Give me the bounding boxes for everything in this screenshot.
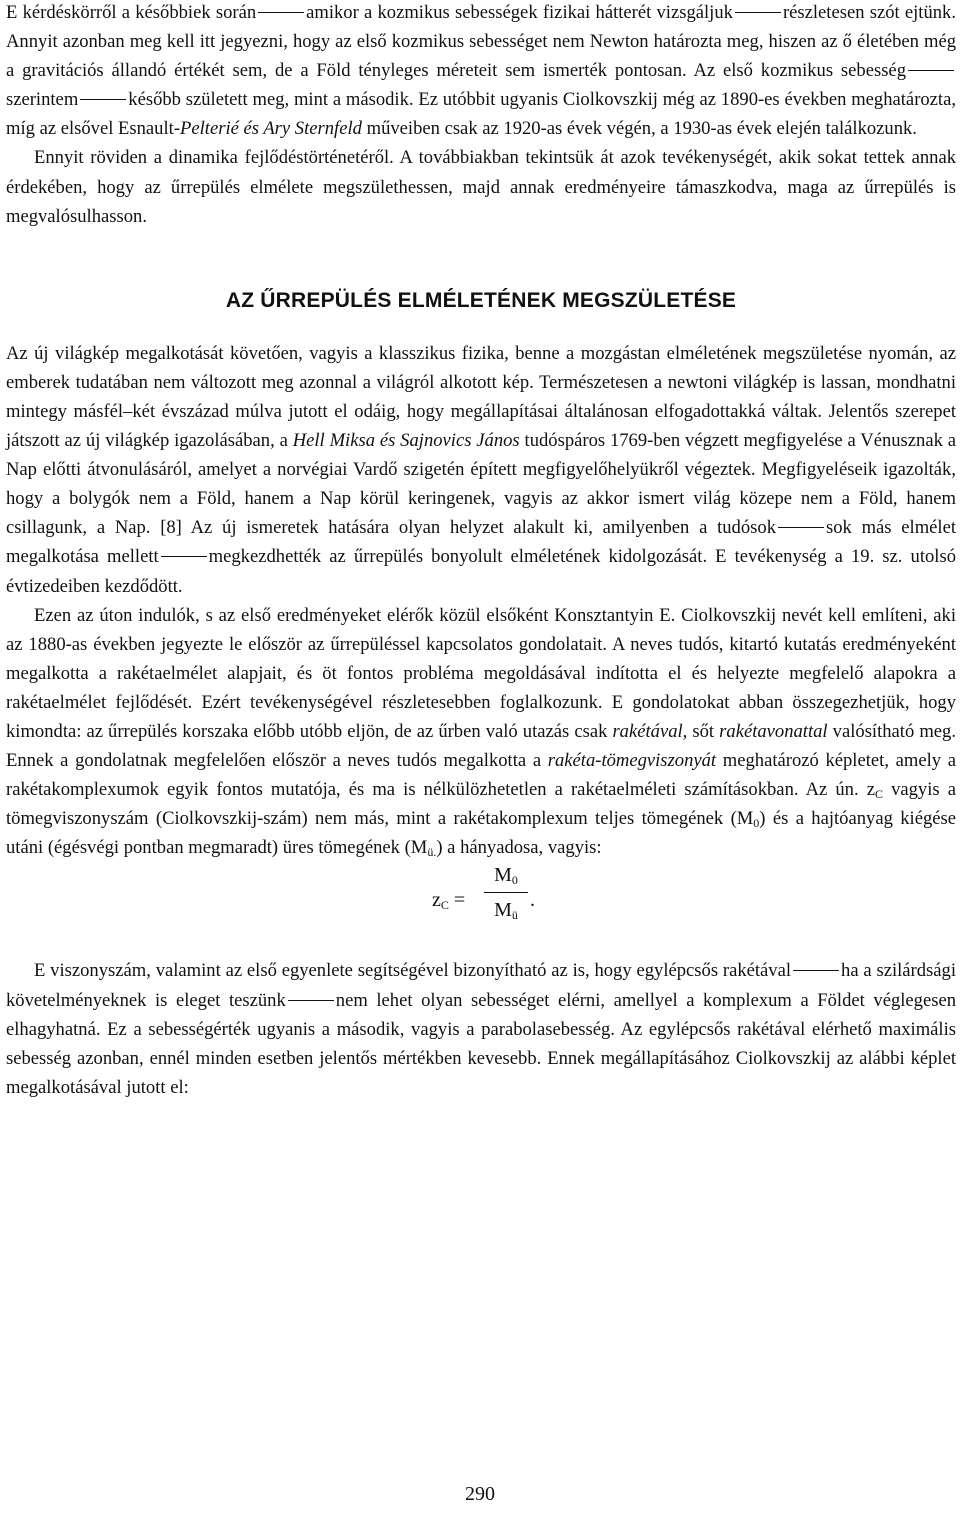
document-page xyxy=(6,0,956,1102)
em-dash xyxy=(161,556,207,557)
page-number: 290 xyxy=(465,1483,495,1505)
formula-denominator: $M_ü$ xyxy=(494,899,518,923)
fraction-bar xyxy=(484,892,528,893)
formula-numerator: $M_0$ xyxy=(494,864,518,888)
mass-ratio-formula xyxy=(6,862,956,944)
em-dash xyxy=(735,12,781,13)
section-heading: AZ ŰRREPÜLÉS ELMÉLETÉNEK MEGSZÜLETÉSE xyxy=(225,288,737,312)
em-dash xyxy=(908,70,954,71)
paragraph-single-stage: E viszonyszám, valamint az első egyenlete segítségével bizonyítható az is, hogy egylépcsős rakétával ha a szilárdsági követelményeknek is eleget teszünk nem lehet olyan sebességet elérni, amellyel a komplexum a Földet véglegesen elhagyhatná. Ez a sebességérték ugyanis a második, vagyis a parabolasebesség. Az egylépcsős rakétával elérhető maximális sebesség azonban, ennél minden esetben jelentős mértékben kevesebb. Ennek megállapításához Ciolkovszkij az alábbi képlet megalkotásával jutott el: xyxy=(6,960,956,1098)
em-dash xyxy=(288,1000,334,1001)
paragraph-ciolkovszkij: Ezen az úton indulók, s az első eredményeket elérők közül elsőként Konsztantyin E. Ciolkovszkij nevét kell említeni, aki az 1880-as években jegyezte le először az űrrepüléssel kapcsolatos gondolatait. A neves tudós, kitartó kutatás eredményeként megalkotta a rakétaelmélet alapjait, és öt fontos probléma megoldásával indította el és helyezte megfelelő alapokra a rakétaelmélet fejlődését. Ezért tevékenységével részletesebben foglalkozunk. E gondolatokat abban összegezhetjük, hogy kimondta: az űrrepülés korszaka előbb utóbb eljön, de az űrben való utazás csak rakétával, sőt rakétavonattal valósítható meg. Ennek a gondolatnak megfelelően először a neves tudós megalkotta a rakéta-tömegviszonyát meghatározó képletet, amely a rakétakomplexumok egyik fontos mutatója, és ma is nélkülözhetetlen a rakétaelméleti számításokban. Az ún. $z_C$ vagyis a tömegviszonyszám (Ciolkovszkij-szám) nem más, mint a rakétakomplexum teljes tömegének $(M_0)$ és a hajtóanyag kiégése utáni (égésvégi pontban megmaradt) üres tömegének $(M_{ü.})$ a hányadosa, vagyis: xyxy=(6,604,956,860)
em-dash xyxy=(793,970,839,971)
em-dash xyxy=(778,527,824,528)
em-dash xyxy=(80,99,126,100)
formula-fraction xyxy=(484,864,528,922)
paragraph-intro: E kérdéskörről a későbbiek során amikor a kozmikus sebességek fizikai hátterét vizsgáljuk részletesen szót ejtünk. Annyit azonban meg kell itt jegyezni, hogy az első kozmikus sebességet nem Newton határozta meg, hiszen az ő életében még a gravitációs állandó értékét sem, de a Föld tényleges méreteit sem ismerték pontosan. Az első kozmikus sebességszerintem később született meg, mint a második. Ez utóbbit ugyanis Ciolkovszkij még az 1890-es években meghatározta, míg az elsővel Esnault-Pelterié és Ary Sternfeld műveiben csak az 1920-as évek végén, a 1930-as évek elején találkozunk. xyxy=(6,2,957,140)
formula-lhs: $z_C$ = xyxy=(432,889,466,913)
paragraph-summary: Ennyit röviden a dinamika fejlődéstörténetéről. A továbbiakban tekintsük át azok tevékenységét, akik sokat tettek annak érdekében, hogy az űrrepülés elmélete megszülethessen, majd annak eredményeire támaszkodva, maga az űrrepülés is megvalósulhasson. xyxy=(6,147,956,227)
paragraph-worldview: Az új világkép megalkotását követően, vagyis a klasszikus fizika, benne a mozgástan elméletének megszületése nyomán, az emberek tudatában nem változott meg azonnal a világról alkotott kép. Természetesen a newtoni világkép is lassan, mondhatni mintegy másfél–két évszázad múlva jutott el odáig, hogy megállapításai általánosan elfogadottakká váltak. Jelentős szerepet játszott az új világkép igazolásában, a Hell Miksa és Sajnovics János tudóspáros 1769-ben végzett megfigyelése a Vénusznak a Nap előtti átvonulásáról, amelyet a norvégiai Vardő szigetén épített megfigyelőhelyükről végeztek. Megfigyeléseik igazolták, hogy a bolygók nem a Föld, hanem a Nap körül keringenek, vagyis az akkor ismert világ közepe nem a Föld, hanem csillagunk, a Nap. [8] Az új ismeretek hatására olyan helyzet alakult ki, amilyenben a tudósok sok más elmélet megalkotása mellett megkezdhették az űrrepülés bonyolult elméletének kidolgozását. E tevékenység a 19. sz. utolsó évtizedeiben kezdődött. xyxy=(6,342,957,597)
formula-period: . xyxy=(530,889,535,912)
em-dash xyxy=(258,12,304,13)
